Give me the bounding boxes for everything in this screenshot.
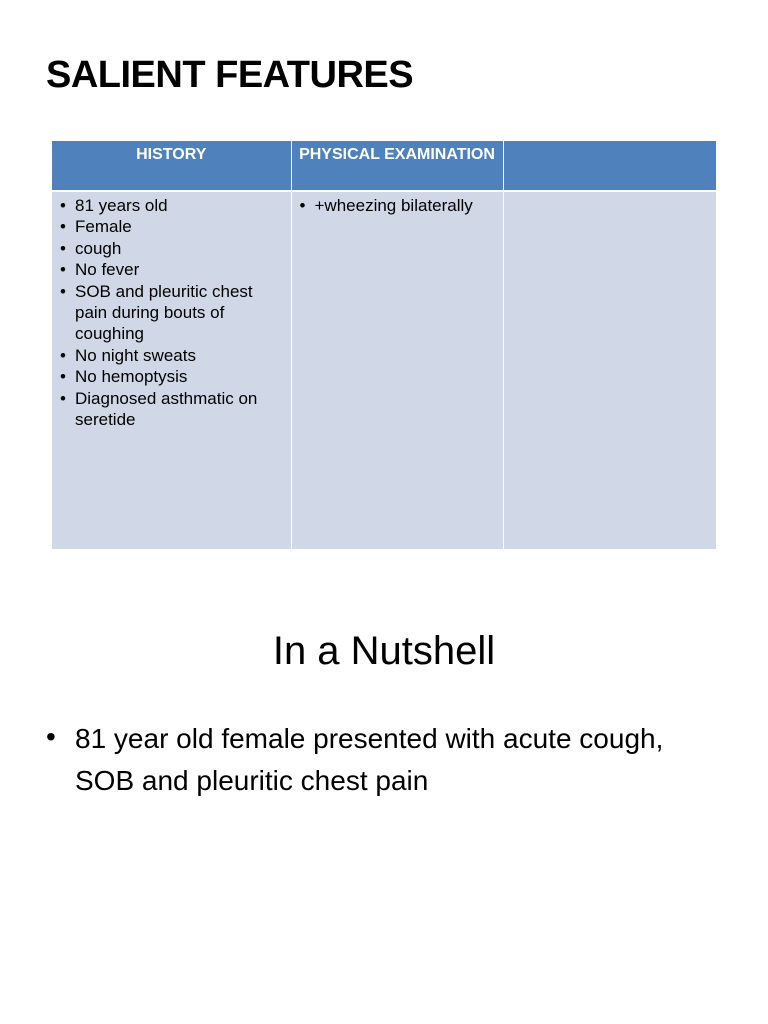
slide-title: SALIENT FEATURES (46, 54, 414, 96)
physical-examination-cell (291, 191, 503, 549)
history-item: • Female (58, 216, 285, 237)
summary-item: • 81 year old female presented with acute cough, SOB and pleuritic chest pain (46, 718, 686, 802)
physical-examination-header: PHYSICAL EXAMINATION (291, 141, 503, 191)
history-item: • No hemoptysis (58, 366, 285, 387)
history-item: • cough (58, 238, 285, 259)
history-item: • Diagnosed asthmatic on seretide (58, 388, 285, 431)
history-cell (52, 191, 291, 549)
empty-cell (503, 191, 716, 549)
history-header: HISTORY (52, 141, 291, 191)
history-item: • No night sweats (58, 345, 285, 366)
summary-list (46, 718, 686, 802)
physical-examination-list (298, 195, 497, 216)
section-title: In a Nutshell (272, 629, 496, 673)
physical-examination-item: • +wheezing bilaterally (298, 195, 497, 216)
table-header-row (52, 141, 716, 191)
empty-header (503, 141, 716, 191)
table-body-row (52, 191, 716, 549)
history-list (58, 195, 285, 430)
history-item: • SOB and pleuritic chest pain during bouts of coughing (58, 281, 285, 345)
history-item: • 81 years old (58, 195, 285, 216)
history-item: • No fever (58, 259, 285, 280)
salient-features-table (52, 141, 716, 549)
